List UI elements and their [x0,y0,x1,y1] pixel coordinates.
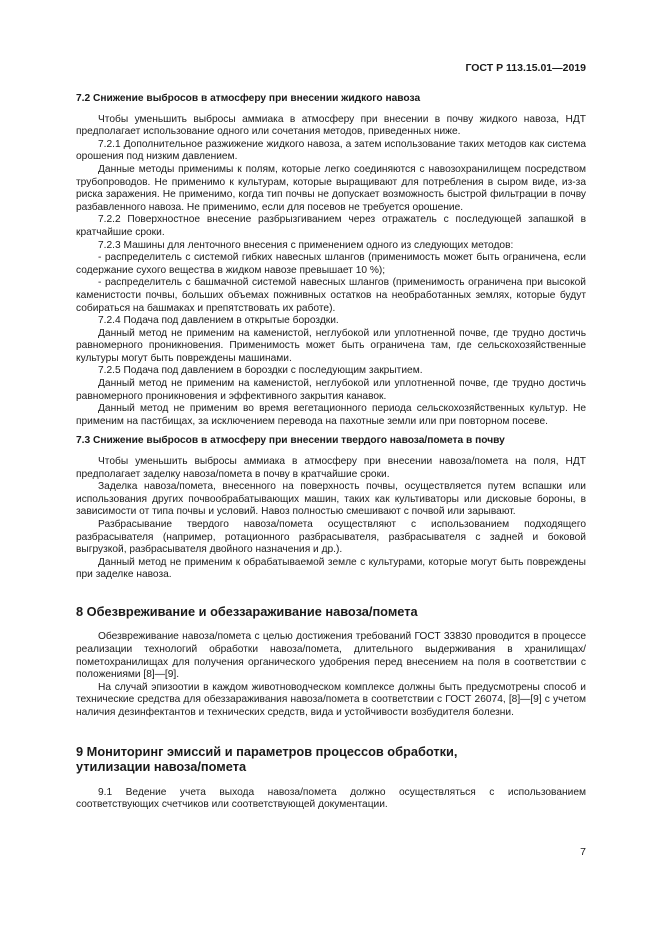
paragraph: 7.2.4 Подача под давлением в открытые бороздки. [98,315,339,327]
page-number: 7 [580,846,586,858]
paragraph: 7.2.1 Дополнительное разжижение жидкого навоза, а затем использование таких методов как система орошения под низким давлением. [76,138,586,163]
section-9-title-line2: утилизации навоза/помета [76,759,247,775]
paragraph: Данные методы применимы к полям, которые легко соединяются с навозохранилищем посредством трубопроводов. Не применимо к культурам, которые выращивают для потребления в сыром виде, из-за риска заражения. Не применимо, когда тип почвы не допускает возможность быстрой фильтрации в почву разбавленного навоза. Не применимо, если для посевов не требуется орошение. [76,163,586,213]
paragraph: Чтобы уменьшить выбросы аммиака в атмосферу при внесении в почву жидкого навоза, НДТ предполагает использование одного или сочетания методов, приведенных ниже. [76,113,586,138]
list-item: - распределитель с системой гибких навесных шлангов (применимость может быть ограничена, если содержание сухого вещества в жидком навозе превышает 10 %); [76,252,586,276]
list-item: - распределитель с башмачной системой навесных шлангов (применимость ограничена при высокой каменистости почвы, больших объемах пожнивных остатков на необработанных землях, которые будут собираться на башмаках и препятствовать их работе). [76,277,586,314]
section-7-2-title: 7.2 Снижение выбросов в атмосферу при внесении жидкого навоза [76,93,421,104]
section-9-title [76,744,586,775]
paragraph: Разбрасывание твердого навоза/помета осуществляют с использованием подходящего разбрасывателя (например, ротационного разбрасывателя, разбрасывателя с задней и боковой выгрузкой, разбрасывателя двойного назначения и др.). [76,519,586,556]
paragraph: 7.2.3 Машины для ленточного внесения с применением одного из следующих методов: [98,239,514,251]
paragraph: Данный метод не применим на каменистой, неглубокой или уплотненной почве, где трудно достичь равномерного проникновения. Применимость может быть ограничена там, где сельскохозяйственные культуры могут быть повреждены машинами. [76,327,586,364]
paragraph: Заделка навоза/помета, внесенного на поверхность почвы, осуществляется путем вспашки или использования других почвообрабатывающих машин, таких как культиваторы или дисковые бороны, в зависимости от типа почвы и условий. Навоз полностью смешивают с почвой или зарывают. [76,481,586,518]
paragraph: 9.1 Ведение учета выхода навоза/помета должно осуществляться с использованием соответствующих счетчиков или соответствующей документации. [76,786,586,811]
paragraph: Данный метод не применим на каменистой, неглубокой или уплотненной почве, где трудно достичь равномерного проникновения и эффективного закрытия канавок. [76,378,586,402]
paragraph: 7.2.5 Подача под давлением в бороздки с последующим закрытием. [98,365,423,377]
paragraph: Обезвреживание навоза/помета с целью достижения требований ГОСТ 33830 проводится в процессе реализации технологий обработки навоза/помета, длительного выдерживания в хранилищах/пометохранилищах для получения органического удобрения перед внесением на поля в соответствии с положениями [8]—[9]. [76,631,586,681]
section-7-3-title: 7.3 Снижение выбросов в атмосферу при внесении твердого навоза/помета в почву [76,435,505,447]
section-8-title: 8 Обезвреживание и обеззараживание навоза/помета [76,603,418,619]
paragraph: Данный метод не применим во время вегетационного периода сельскохозяйственных культур. Не применим на пастбищах, за исключением перевода на пахотные земли или при повторном посеве. [76,403,586,427]
section-9-title-line1: 9 Мониторинг эмиссий и параметров процессов обработки, [76,743,458,759]
paragraph: Чтобы уменьшить выбросы аммиака в атмосферу при внесении навоза/помета на поля, НДТ предполагает заделку навоза/помета в почву в кратчайшие сроки. [76,456,586,480]
paragraph: На случай эпизоотии в каждом животноводческом комплексе должны быть предусмотрены способ и технические средства для обеззараживания навоза/помета в соответствии с ГОСТ 26074, [8]—[9] с учетом наличия дезинфектантов и технических средств, вида и устойчивости возбудителя болезни. [76,681,586,719]
paragraph: 7.2.2 Поверхностное внесение разбрызгиванием через отражатель с последующей запашкой в кратчайшие сроки. [76,214,586,238]
page-content [76,93,586,812]
document-code: ГОСТ Р 113.15.01—2019 [465,62,586,74]
paragraph: Данный метод не применим к обрабатываемой земле с культурами, которые могут быть повреждены при заделке навоза. [76,556,586,581]
